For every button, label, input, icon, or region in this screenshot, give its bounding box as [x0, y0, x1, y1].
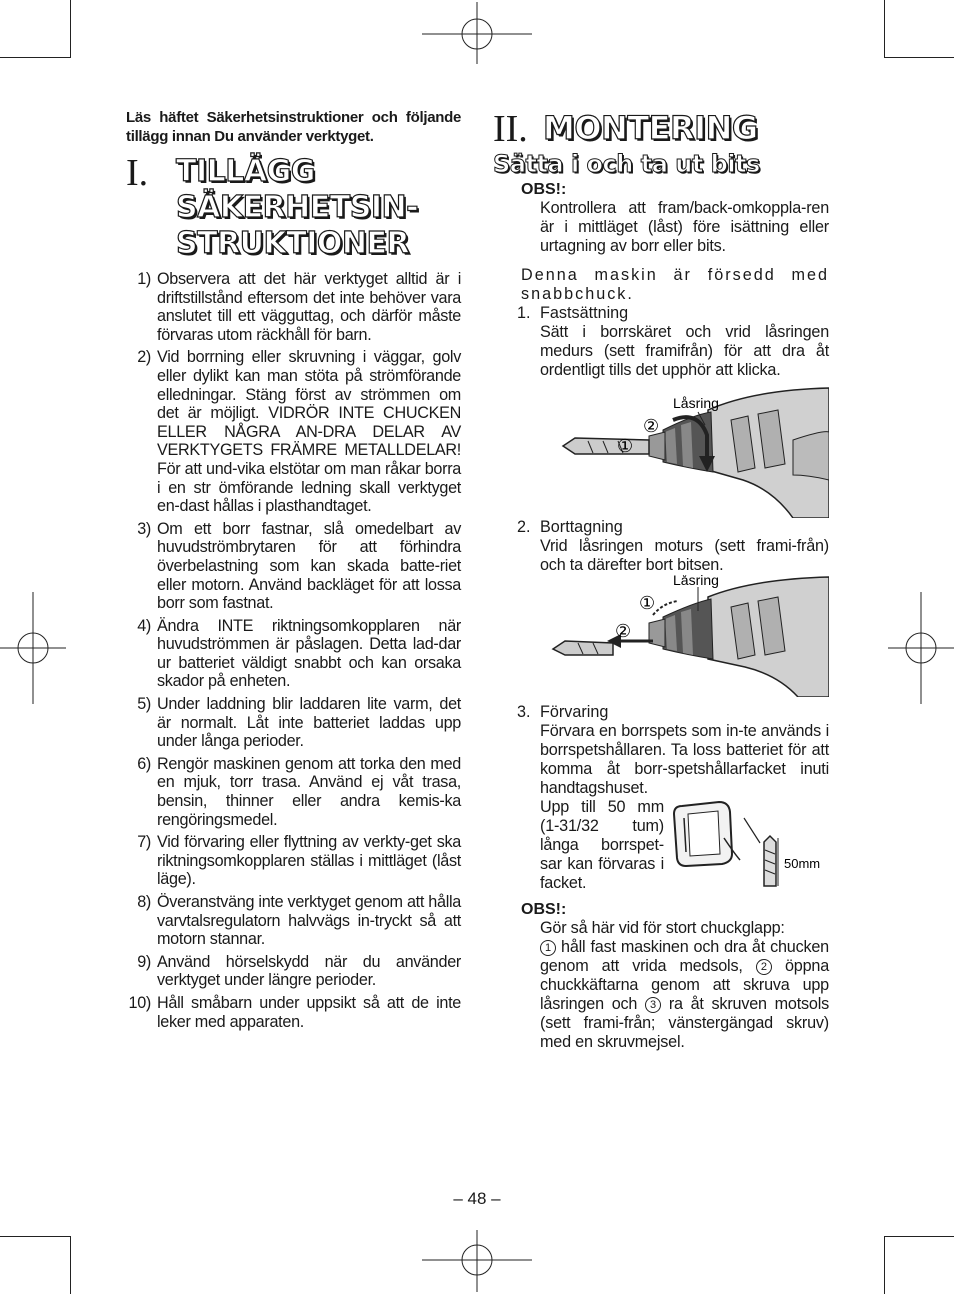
- crop-mark: [0, 57, 70, 58]
- step-circle-3: 3: [645, 997, 661, 1013]
- list-item: [126, 270, 461, 344]
- list-item: [126, 520, 461, 613]
- crop-mark: [884, 1236, 885, 1294]
- item-text: Håll småbarn under uppsikt så att de inte leker med apparaten.: [157, 993, 461, 1031]
- section-heading-2: [493, 110, 829, 148]
- bit-holder-illustration: [664, 798, 829, 894]
- item-number: 8): [137, 893, 151, 911]
- list-item: [126, 833, 461, 889]
- item-text: Under laddning blir laddaren lite varm, det är normalt. Låt inte batteriet laddas upp under långa perioder.: [157, 695, 461, 751]
- section-title: MONTERING: [543, 109, 758, 147]
- item-number: 5): [137, 695, 151, 714]
- fig-marker-1: ①: [617, 436, 634, 457]
- subsection-title: Sätta i och ta ut bits: [493, 150, 760, 178]
- crop-mark: [884, 0, 885, 58]
- figure-attach: [493, 380, 829, 518]
- bit-length-label: 50mm: [784, 856, 821, 871]
- step-number: 1.: [517, 304, 531, 322]
- item-number: 6): [137, 754, 151, 773]
- item-text: Ändra INTE riktningsomkopplaren när huvudströmmen är påslagen. Detta lad-dar ur batteriet väldigt snabbt och kan orsaka skador på enheten.: [157, 616, 461, 691]
- section-number: I.: [126, 152, 149, 194]
- list-item: [126, 893, 461, 949]
- intro-text: Läs häftet Säkerhetsinstruktioner och följande tillägg innan Du använder verktyget.: [126, 109, 461, 145]
- section-title-line: SÄKERHETSIN-: [176, 190, 419, 225]
- item-number: 4): [137, 616, 151, 635]
- list-item: [126, 755, 461, 829]
- item-number: 9): [137, 952, 151, 971]
- section-number: II.: [493, 108, 528, 150]
- fig-marker-2: ②: [643, 416, 660, 437]
- item-number: 1): [137, 270, 151, 288]
- step-heading: [517, 518, 829, 537]
- step-number: 2.: [517, 518, 531, 536]
- storage-block: [540, 798, 829, 894]
- item-number: 7): [137, 833, 151, 852]
- note-text: Kontrollera att fram/back-omkoppla-ren är i mittläget (låst) före isättning eller urtagning av borr eller bits.: [540, 199, 829, 255]
- step-heading: [517, 304, 829, 323]
- figure-remove: [493, 575, 829, 697]
- step-text: Sätt i borrskäret och vrid låsringen medurs (sett framifrån) för att dra åt ordentligt tills det upphör att klicka.: [540, 323, 829, 379]
- step-circle-1: 1: [540, 940, 556, 956]
- note-label: OBS!:: [521, 181, 567, 198]
- right-column: [493, 108, 829, 1052]
- step-title: Borttagning: [540, 518, 623, 536]
- item-number: 3): [137, 519, 151, 538]
- section-title-line: STRUKTIONER: [176, 226, 410, 261]
- list-item: [126, 348, 461, 515]
- item-text: Vid förvaring eller flyttning av verkty-get ska riktningsomkopplaren ställas i mittläget (låst läge).: [157, 833, 461, 889]
- list-item: [126, 617, 461, 691]
- fig-marker-1: ①: [639, 593, 656, 614]
- registration-mark-right: [888, 592, 954, 704]
- step-title: Fastsättning: [540, 304, 629, 322]
- fig-marker-2: ②: [615, 621, 632, 642]
- note-line: öppna chuckkäftarna genom att skruva upp låsringen och: [540, 957, 829, 1013]
- drill-illustration: [493, 380, 829, 518]
- drill-illustration: [493, 575, 829, 697]
- crop-mark: [70, 1236, 71, 1294]
- step-text: Upp till 50 mm (1-31/32 tum) långa borrspet-sar kan förvaras i facket.: [540, 798, 664, 892]
- registration-mark-top: [422, 2, 532, 64]
- step-number: 3.: [517, 703, 531, 721]
- section-title-line: TILLÄGG: [176, 154, 315, 189]
- list-item: [126, 953, 461, 990]
- step-text: Förvara en borrspets som in-te används i borrspetshållaren. Ta loss batteriet för att komma åt borr-spetshållarfacket inuti handtagshuset.: [540, 722, 829, 797]
- safety-list: [126, 270, 461, 1031]
- item-text: Använd hörselskydd när du använder verktyget under längre perioder.: [157, 952, 461, 990]
- paragraph: Denna maskin är försedd med snabbchuck.: [521, 266, 829, 303]
- list-item: [126, 994, 461, 1031]
- step-circle-2: 2: [756, 959, 772, 975]
- item-text: Vid borrning eller skruvning i väggar, golv eller dylikt kan man stöta på strömförande elledningar. Stäng först av strömmen om det är möjligt. VIDRÖR INTE CHUCKEN ELLER NÅGRA AN-DRA DELAR AV VERKTYGETS FRÄMRE METALLDELAR! För att und-vika elstötar om man råkar borra i en str ömförande ledning skall verktyget en-dast hållas i plasthandtaget.: [157, 348, 461, 516]
- item-text: Rengör maskinen genom att torka den med en mjuk, torr trasa. Använd ej våt trasa, bensin, thinner eller andra kemis-ka rengöringsmedel.: [157, 754, 461, 829]
- registration-mark-bottom: [422, 1230, 532, 1292]
- section-heading-1: [126, 154, 461, 262]
- step-heading: [517, 703, 829, 722]
- item-text: Observera att det här verktyget alltid är i driftstillstånd eftersom det inte behöver vara anslutet till ett vägguttag, och därför måste förvaras utom räckhåll för barn.: [157, 270, 461, 344]
- note-text: [540, 919, 829, 1052]
- item-text: Om ett borr fastnar, slå omedelbart av huvudströmbrytaren för att förhindra överbelastning som kan skada batte-riet eller motorn. Använd backläget för att lossa borr som fastnat.: [157, 519, 461, 613]
- crop-mark: [70, 0, 71, 58]
- crop-mark: [0, 1236, 70, 1237]
- step-title: Förvaring: [540, 703, 609, 721]
- list-item: [126, 695, 461, 751]
- section-title: [176, 154, 461, 262]
- item-number: 2): [137, 348, 151, 367]
- fig-label: Låsring: [673, 575, 719, 588]
- note-line: ra åt skruven motsols (sett frami-från; vänstergängad skruv) med en skruvmejsel.: [540, 995, 829, 1051]
- item-text: Överanstväng inte verktyget genom att hålla varvtalsregulatorn halvvägs in-tryckt så att motorn stannar.: [157, 893, 461, 949]
- crop-mark: [884, 57, 954, 58]
- registration-mark-left: [0, 592, 66, 704]
- note-line: Gör så här vid för stort chuckglapp:: [540, 919, 785, 937]
- item-number: 10): [128, 993, 151, 1012]
- note-label: OBS!:: [521, 901, 567, 918]
- note-line: håll fast maskinen och dra åt chucken genom att vrida medsols,: [540, 938, 829, 975]
- left-column: [126, 108, 461, 1035]
- fig-label: Låsring: [673, 395, 719, 411]
- crop-mark: [884, 1236, 954, 1237]
- step-text: Vrid låsringen moturs (sett frami-från) och ta därefter bort bitsen.: [540, 537, 829, 574]
- page-number: – 48 –: [453, 1189, 501, 1208]
